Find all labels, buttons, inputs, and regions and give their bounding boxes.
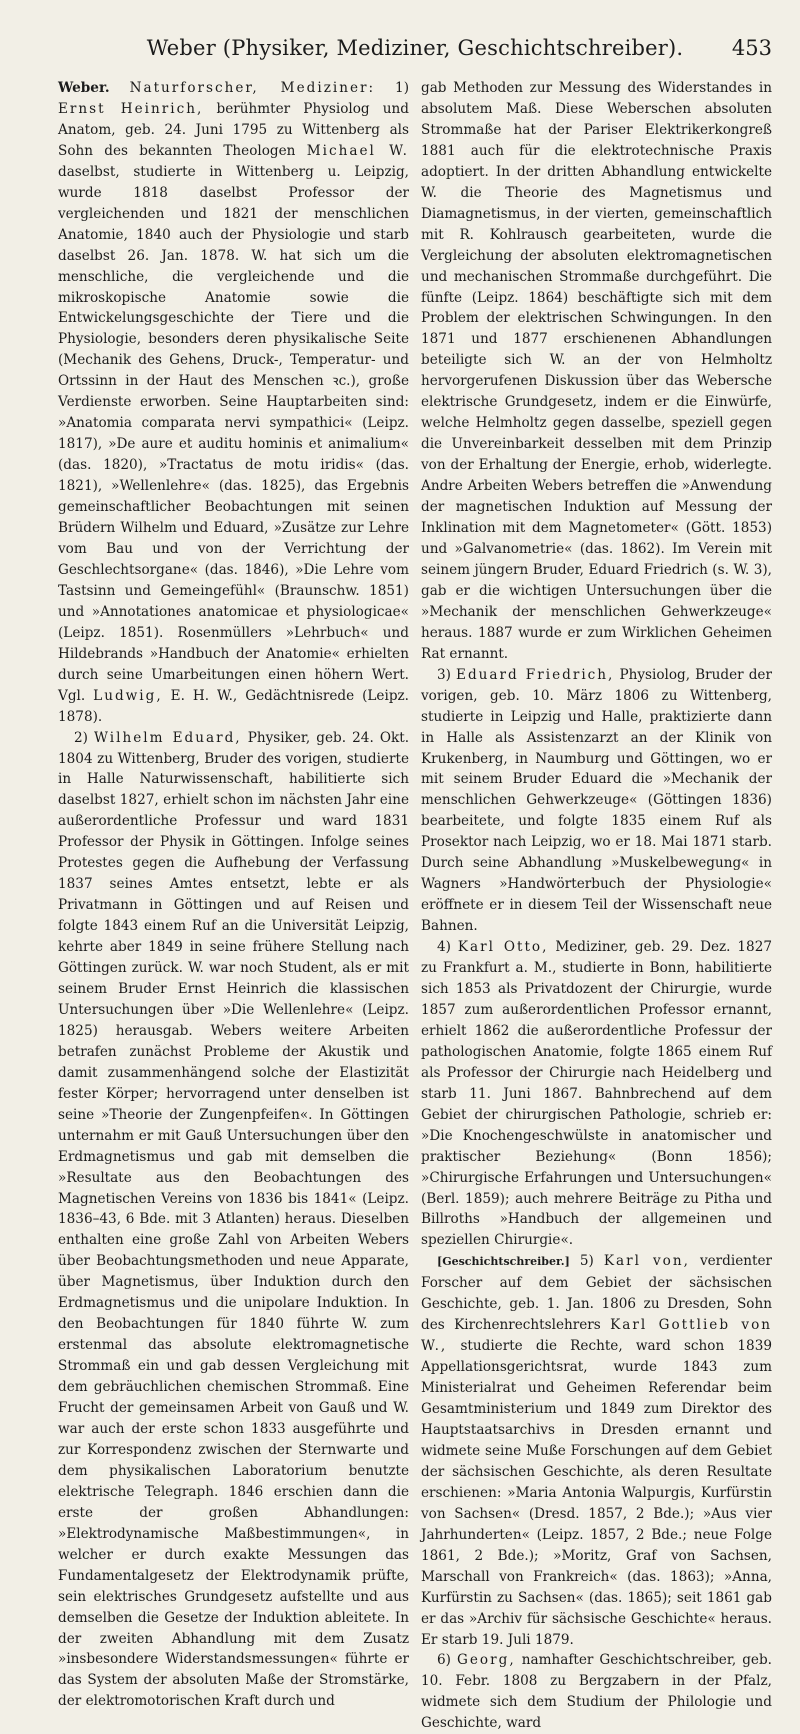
- bio-text-2-continued: gab Methoden zur Messung des Widerstandes in absolutem Maß. Diese Weberschen absoluten Strommaße hat der Pariser Elektrikerkongreß 1881 auch für die elektrotechnische Praxis adoptiert. In der dritten Abhandlung entwickelte W. die Theorie des Magnetismus und Diamagnetismus, in der vierten, gemeinschaftlich mit R. Kohlrausch gearbeiteten, wurde die Vergleichung der absoluten elektromagnetischen und mechanischen Strommaße durchgeführt. Die fünfte (Leipz. 1864) beschäftigte sich mit dem Problem der elektrischen Schwingungen. In den 1871 und 1877 erschienenen Abhandlungen beteiligte sich W. an der von Helmholtz hervorgerufenen Diskussion über das Webersche elektrische Grundgesetz, indem er die Einwürfe, welche Helmholtz gegen dasselbe, speziell gegen die Unvereinbarkeit desselben mit dem Prinzip von der Erhaltung der Energie, erhob, widerlegte. Andre Arbeiten Webers betreffen die »Anwendung der magnetischen Induktion auf Messung der Inklination mit dem Magnetometer« (Gött. 1853) und »Galvanometrie« (das. 1862). Im Verein mit seinem jüngern Bruder, Eduard Friedrich (s. W. 3), gab er die wichtigen Untersuchungen über die »Mechanik der menschlichen Gehwerkzeuge« heraus. 1887 wurde er zum Wirklichen Geheimen Rat ernannt.: [421, 80, 772, 662]
- entry-headword: Weber.: [58, 80, 110, 96]
- father-name-1: Michael W.: [306, 142, 410, 159]
- bio-text-1c: E. H. W., Gedächtnisrede (Leipz. 1878).: [58, 687, 410, 725]
- reference-author-1: Ludwig,: [93, 687, 163, 704]
- person-name-2: Wilhelm Eduard,: [94, 729, 242, 746]
- bio-text-3: Physiolog, Bruder der vorigen, geb. 10. März 1806 zu Wittenberg, studierte in Leipzig und Halle, praktizierte dann in Halle als Assistenzarzt an der Klinik von Krukenberg, in Naumburg und Göttingen, wo er mit seinem Bruder Eduard die »Mechanik der menschlichen Gehwerkzeuge« (Göttingen 1836) bearbeitete, und folgte 1835 einem Ruf als Prosektor nach Leipzig, wo er 18. Mai 1871 starb. Durch seine Abhandlung »Muskelbewegung« in Wagners »Handwörterbuch der Physiologie« eröffnete er in diesem Teil der Wissenschaft neue Bahnen.: [421, 666, 772, 935]
- person-name-4: Karl Otto,: [457, 939, 549, 956]
- bio-text-1b: daselbst, studierte in Wittenberg u. Leipzig, wurde 1818 daselbst Professor der vergleichenden und 1821 der menschlichen Anatomie, 1840 auch der Physiologie und starb daselbst 26. Jan. 1878. W. hat sich um die menschliche, die vergleichende und die mikroskopische Anatomie sowie die Entwickelungsgeschichte der Tiere und die Physiologie, besonders deren physikalische Seite (Mechanik des Gehens, Druck-, Temperatur- und Ortssinn in der Haut des Menschen ꝛc.), große Verdienste erworben. Seine Hauptarbeiten sind: »Anatomia comparata nervi sympathici« (Leipz. 1817), »De aure et auditu hominis et animalium« (das. 1820), »Tractatus de motu iridis« (das. 1821), »Wellenlehre« (das. 1825), das Ergebnis gemeinschaftlicher Beobachtungen mit seinen Brüdern Wilhelm und Eduard, »Zusätze zur Lehre vom Bau und von der Verrichtung der Geschlechtsorgane« (das. 1846), »Die Lehre vom Tastsinn und Gemeingefühl« (Braunschw. 1851) und »Annotationes anatomicae et physiologicae« (Leipz. 1851). Rosenmüllers »Lehrbuch« und Hildebrands »Handbuch der Anatomie« erhielten durch seine Umarbeitungen einen höhern Wert. Vgl.: [58, 163, 409, 704]
- entry-paragraph-5: [421, 1251, 772, 1650]
- right-column: [421, 78, 773, 1732]
- person-name-5: Karl von,: [603, 1253, 690, 1270]
- bio-text-5a: verdienter Forscher auf dem Gebiet der sächsischen Geschichte, geb. 1. Jan. 1806 zu Dresden, Sohn des Kirchenrechtslehrers: [421, 1253, 773, 1334]
- entry-paragraph-4: [421, 937, 772, 1251]
- page-header: [58, 36, 772, 66]
- bio-text-4: Mediziner, geb. 29. Dez. 1827 zu Frankfurt a. M., studierte in Bonn, habilitierte sich 1853 als Privatdozent der Chirurgie, wurde 1857 zum außerordentlichen Professor ernannt, erhielt 1862 die außerordentliche Professur der pathologischen Anatomie, folgte 1865 einem Ruf als Professor der Chirurgie nach Heidelberg und starb 11. Juni 1867. Bahnbrechend auf dem Gebiet der chirurgischen Pathologie, schrieb er: »Die Knochengeschwülste in anatomischer und praktischer Beziehung« (Bonn 1856); »Chirurgische Erfahrungen und Untersuchungen« (Berl. 1859); auch mehrere Beiträge zu Pitha und Billroths »Handbuch der allgemeinen und speziellen Chirurgie«.: [421, 939, 772, 1249]
- entry-paragraph-2: [58, 728, 409, 1713]
- item-number-5: 5): [579, 1253, 594, 1270]
- person-name-3: Eduard Friedrich,: [456, 666, 615, 683]
- entry-paragraph-6: [421, 1650, 772, 1734]
- item-number-6: 6): [437, 1652, 451, 1669]
- item-number-2: 2): [74, 729, 88, 746]
- page-number: 453: [731, 36, 772, 60]
- bio-text-6: namhafter Geschichtschreiber, geb. 10. Febr. 1808 zu Bergzabern in der Pfalz, widmete sich dem Studium der Philologie und Geschichte, ward: [421, 1652, 773, 1732]
- entry-paragraph-3: [421, 665, 772, 937]
- bio-text-5b: studierte die Rechte, ward schon 1839 Appellationsgerichtsrat, wurde 1843 zum Ministerialrat und Geheimen Referendar beim Gesamtministerium und 1849 zum Direktor des Hauptstaatsarchivs in Dresden ernannt und widmete seine Muße Forschungen auf dem Gebiet der sächsischen Geschichte, als deren Resultate erschienen: »Maria Antonia Walpurgis, Kurfürstin von Sachsen« (Dresd. 1857, 2 Bde.); »Aus vier Jahrhunderten« (Leipz. 1857, 2 Bde.; neue Folge 1861, 2 Bde.); »Moritz, Graf von Sachsen, Marschall von Frankreich« (das. 1863); »Anna, Kurfürstin zu Sachsen« (das. 1865); seit 1861 gab er das »Archiv für sächsische Geschichte« heraus. Er starb 19. Juli 1879.: [421, 1338, 772, 1648]
- entry-paragraph-2-continued: [421, 78, 772, 665]
- item-number-1: 1): [395, 80, 409, 96]
- person-name-1: Ernst Heinrich,: [58, 100, 204, 117]
- item-number-4: 4): [437, 939, 451, 956]
- person-name-6: Georg,: [457, 1652, 516, 1669]
- bio-text-1a: berühmter Physiolog und Anatom, geb. 24. Juni 1795 zu Wittenberg als Sohn des bekannten Theologen: [58, 100, 410, 159]
- text-columns: [58, 78, 773, 1732]
- section-tag: [Geschichtschreiber.]: [437, 1255, 570, 1269]
- item-number-3: 3): [437, 666, 451, 683]
- bio-text-2: Physiker, geb. 24. Okt. 1804 zu Wittenberg, Bruder des vorigen, studierte in Halle Naturwissenschaft, habilitierte sich daselbst 1827, erhielt schon im nächsten Jahr eine außerordentliche Professur und ward 1831 Professor der Physik in Göttingen. Infolge seines Protestes gegen die Aufhebung der Verfassung 1837 seines Amtes entsetzt, lebte er als Privatmann in Göttingen und auf Reisen und folgte 1843 einem Ruf an die Universität Leipzig, kehrte aber 1849 in seine frühere Stellung nach Göttingen zurück. W. war noch Student, als er mit seinem Bruder Ernst Heinrich die klassischen Untersuchungen über »Die Wellenlehre« (Leipz. 1825) herausgab. Webers weitere Arbeiten betrafen zunächst Probleme der Akustik und damit zusammenhängend solche der Elastizität fester Körper; hervorragend unter denselben ist seine »Theorie der Zungenpfeifen«. In Göttingen unternahm er mit Gauß Untersuchungen über den Erdmagnetismus und gab mit demselben die »Resultate aus den Beobachtungen des Magnetischen Vereins von 1836 bis 1841« (Leipz. 1836–43, 6 Bde. mit 3 Atlanten) heraus. Dieselben enthalten eine große Zahl von Arbeiten Webers über Beobachtungsmethoden und neue Apparate, über Magnetismus, über Induktion durch den Erdmagnetismus und die unipolare Induktion. In den Beobachtungen für 1840 führte W. zum erstenmal das absolute elektromagnetische Strommaß ein und gab dessen Vergleichung mit dem gebräuchlichen chemischen Strommaß. Eine Frucht der gemeinsamen Arbeit von Gauß und W. war auch der erste schon 1833 ausgeführte und zur Korrespondenz zwischen der Sternwarte und dem physikalischen Laboratorium benutzte elektrische Telegraph. 1846 erschien dann die erste der großen Abhandlungen: »Elektrodynamische Maßbestimmungen«, in welcher er durch exakte Messungen das Fundamentalgesetz der Elektrodynamik prüfte, sein elektrisches Grundgesetz aufstellte und aus demselben die Gesetze der Induktion ableitete. In der zweiten Abhandlung mit dem Zusatz »insbesondere Widerstandsmessungen« führte er das System der absoluten Maße der Stromstärke, der elektromotorischen Kraft durch und: [58, 729, 410, 1710]
- running-head: Weber (Physiker, Mediziner, Geschichtschreiber).: [146, 36, 684, 60]
- father-name-5: Karl Gottlieb von W.,: [421, 1317, 773, 1355]
- left-column: [58, 78, 410, 1710]
- entry-subhead: Naturforscher, Mediziner:: [129, 80, 376, 96]
- entry-paragraph-1: [58, 78, 409, 728]
